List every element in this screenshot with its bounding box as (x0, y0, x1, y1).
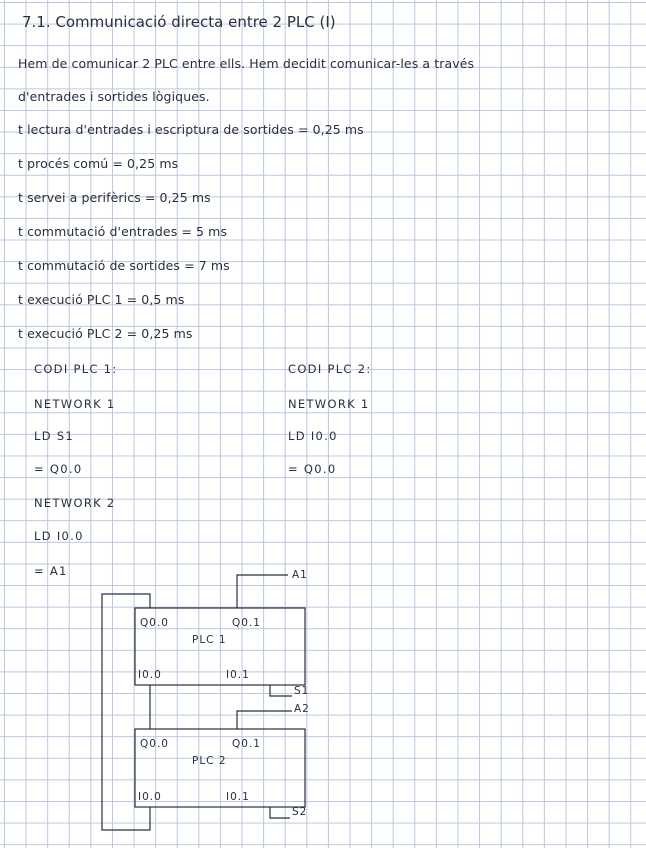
plc1-i01-label: I0.1 (226, 669, 250, 681)
plc1-q01-label: Q0.1 (232, 617, 261, 629)
signal-a1-label: A1 (292, 569, 308, 581)
signal-s2-label: S2 (292, 806, 308, 818)
timing-peripherals: t servei a perifèrics = 0,25 ms (18, 190, 211, 205)
timing-plc2-execution: t execució PLC 2 = 0,25 ms (18, 326, 193, 341)
code-plc2-line: LD I0.0 (288, 429, 338, 443)
code-plc1-header: CODI PLC 1: (34, 362, 118, 376)
plc2-name-label: PLC 2 (192, 755, 227, 767)
code-plc1-line: = Q0.0 (34, 462, 83, 476)
plc2-i00-label: I0.0 (138, 791, 162, 803)
timing-common-process: t procés comú = 0,25 ms (18, 156, 179, 171)
page-title: 7.1. Communicació directa entre 2 PLC (I) (22, 13, 336, 31)
intro-line-1: Hem de comunicar 2 PLC entre ells. Hem decidit comunicar-les a través (18, 56, 475, 71)
code-plc2-line: = Q0.0 (288, 462, 337, 476)
code-plc1-line: NETWORK 1 (34, 397, 116, 411)
wire-s1 (270, 685, 292, 696)
plc1-q00-label: Q0.0 (140, 617, 169, 629)
code-plc2-line: NETWORK 1 (288, 397, 370, 411)
timing-input-switching: t commutació d'entrades = 5 ms (18, 224, 228, 239)
plc2-q01-label: Q0.1 (232, 738, 261, 750)
wire-a1 (237, 575, 288, 608)
plc2-i01-label: I0.1 (226, 791, 250, 803)
intro-line-2: d'entrades i sortides lògiques. (18, 89, 210, 104)
signal-a2-label: A2 (294, 703, 310, 715)
signal-s1-label: S1 (294, 685, 310, 697)
timing-plc1-execution: t execució PLC 1 = 0,5 ms (18, 292, 185, 307)
code-plc2-header: CODI PLC 2: (288, 362, 372, 376)
plc1-i00-label: I0.0 (138, 669, 162, 681)
timing-read-write: t lectura d'entrades i escriptura de sortides = 0,25 ms (18, 122, 364, 137)
plc2-q00-label: Q0.0 (140, 738, 169, 750)
plc1-name-label: PLC 1 (192, 634, 227, 646)
code-plc1-line: LD I0.0 (34, 529, 84, 543)
wire-s2 (270, 807, 290, 818)
code-plc1-line: NETWORK 2 (34, 496, 116, 510)
wire-a2 (237, 711, 292, 729)
code-plc1-line: LD S1 (34, 429, 75, 443)
timing-output-switching: t commutació de sortides = 7 ms (18, 258, 230, 273)
code-plc1-line: = A1 (34, 564, 68, 578)
